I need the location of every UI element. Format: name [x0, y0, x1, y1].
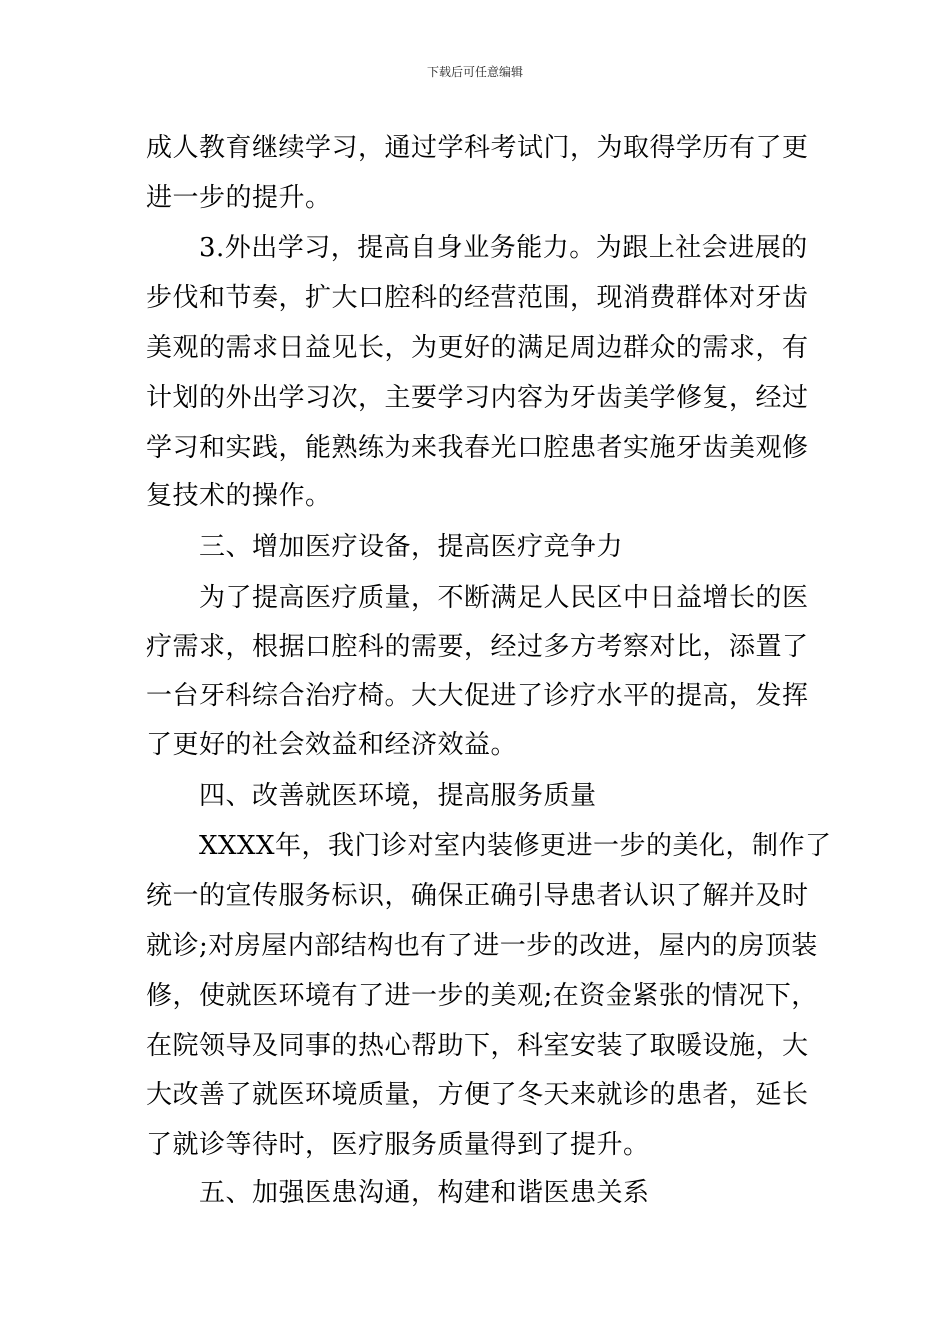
text-line: 步伐和节奏，扩大口腔科的经营范围，现消费群体对牙齿 — [146, 283, 809, 313]
text-line: 为了提高医疗质量，不断满足人民区中日益增长的医 — [146, 583, 809, 613]
section-heading: 三、增加医疗设备，提高医疗竞争力 — [146, 532, 624, 562]
text-line: 学习和实践，能熟练为来我春光口腔患者实施牙齿美观修 — [146, 433, 809, 463]
text-line: XXXX年，我门诊对室内装修更进一步的美化，制作了 — [146, 831, 832, 861]
text-line: 大改善了就医环境质量，方便了冬天来就诊的患者，延长 — [146, 1080, 809, 1110]
page-header: 下载后可任意编辑 — [426, 65, 523, 79]
text-line: 在院领导及同事的热心帮助下，科室安装了取暖设施，大 — [146, 1031, 809, 1061]
text-line: 统一的宣传服务标识，确保正确引导患者认识了解并及时 — [146, 881, 809, 911]
text-line: 3.外出学习，提高自身业务能力。为跟上社会进展的 — [146, 233, 808, 263]
section-heading: 四、改善就医环境，提高服务质量 — [146, 781, 597, 811]
text-line: 一台牙科综合治疗椅。大大促进了诊疗水平的提高，发挥 — [146, 681, 809, 711]
section-heading: 五、加强医患沟通，构建和谐医患关系 — [146, 1178, 650, 1208]
text-line: 疗需求，根据口腔科的需要，经过多方考察对比，添置了 — [146, 632, 809, 662]
text-line: 了更好的社会效益和经济效益。 — [146, 730, 518, 760]
text-line: 美观的需求日益见长，为更好的满足周边群众的需求，有 — [146, 333, 809, 363]
text-line: 就诊;对房屋内部结构也有了进一步的改进，屋内的房顶装 — [146, 931, 818, 961]
text-line: 了就诊等待时，医疗服务质量得到了提升。 — [146, 1130, 650, 1160]
text-line: 进一步的提升。 — [146, 183, 332, 213]
text-line: 成人教育继续学习，通过学科考试门，为取得学历有了更 — [146, 133, 809, 163]
text-line: 复技术的操作。 — [146, 481, 332, 511]
text-line: 修，使就医环境有了进一步的美观;在资金紧张的情况下， — [146, 981, 818, 1011]
text-line: 计划的外出学习次，主要学习内容为牙齿美学修复，经过 — [146, 383, 809, 413]
